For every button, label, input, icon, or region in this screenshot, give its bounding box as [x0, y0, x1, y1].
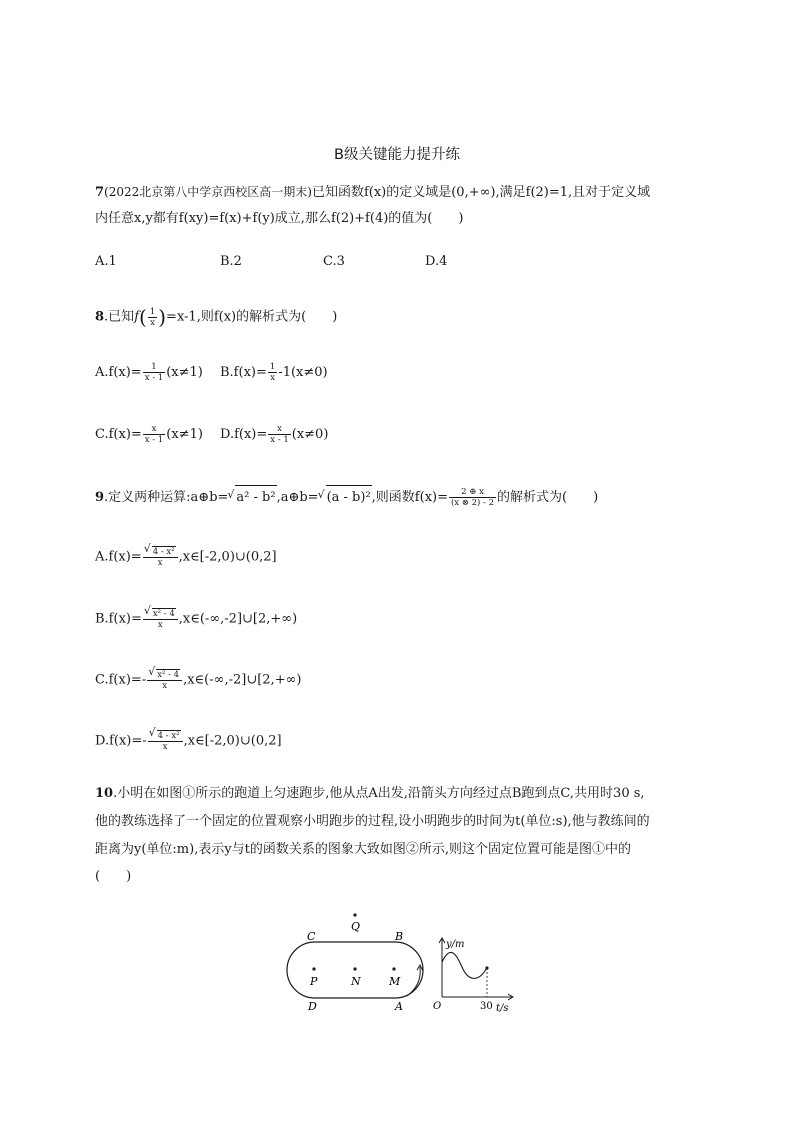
q8-option-d — [220, 424, 328, 445]
q7-option-c: C.3 — [323, 254, 345, 269]
q8-stem-fraction — [148, 307, 157, 328]
q9-option-b — [95, 608, 297, 630]
q8-a-post: (x≠1) — [166, 365, 203, 380]
q9-stem-c: ,则函数f(x)= — [371, 490, 448, 505]
label-b: B — [395, 930, 404, 943]
q9-d-num: 4 - x² — [157, 731, 180, 741]
q9-sqrt-1 — [229, 485, 276, 510]
q10-stem-line4: ( ) — [95, 869, 132, 884]
point-p-dot — [312, 967, 315, 970]
q9-a-pre: A.f(x)= — [95, 549, 142, 565]
q8-frac-num: 1 — [149, 306, 156, 317]
q8-b-num: 1 — [269, 362, 276, 372]
q9-sqrt-2 — [320, 485, 372, 510]
label-c: C — [307, 930, 316, 943]
q10-line1 — [95, 786, 645, 802]
graph-xlabel: t/s — [496, 1003, 509, 1014]
label-p: P — [310, 975, 318, 988]
q9-option-c — [95, 669, 302, 691]
q7-line1 — [95, 184, 650, 201]
q8-option-c — [95, 424, 203, 445]
graph-ylabel: y/m — [446, 939, 465, 950]
label-n: N — [351, 975, 361, 988]
q9-b-post: ,x∈(-∞,-2]∪[2,+∞) — [178, 611, 298, 627]
q9-frac-num: 2 ⊕ x — [449, 487, 496, 498]
q9-rad1: a² - b² — [235, 485, 276, 510]
q8-stem-prefix: .已知 — [104, 309, 135, 325]
q9-stem-a: .定义两种运算:a⊕b= — [104, 490, 229, 505]
q9-b-den: x — [157, 620, 163, 630]
q7-option-b: B.2 — [220, 254, 242, 269]
q8-number: 8 — [95, 309, 105, 325]
q9-d-pre: D.f(x)=- — [95, 733, 147, 749]
label-d: D — [308, 1000, 317, 1013]
q7-stem-line2: 内任意x,y都有f(xy)=f(x)+f(y)成立,那么f(2)+f(4)的值为( ) — [95, 211, 464, 226]
q8-stem-f: f — [134, 309, 139, 325]
q7-stem-line1: 已知函数f(x)的定义域是(0,+∞),满足f(2)=1,且对于定义域 — [311, 185, 651, 200]
q9-d-post: ,x∈[-2,0)∪(0,2] — [183, 733, 282, 749]
q9-d-den: x — [162, 742, 168, 752]
q9-option-a — [95, 546, 277, 568]
q8-d-pre: D.f(x)= — [220, 427, 268, 442]
label-a: A — [395, 1000, 403, 1013]
q8-c-post: (x≠1) — [166, 427, 203, 442]
q8-option-a — [95, 362, 203, 383]
q8-frac-den: x — [150, 317, 155, 328]
point-n-dot — [353, 967, 356, 970]
q10-stem-line2: 他的教练选择了一个固定的位置观察小明跑步的过程,设小明跑步的时间为t(单位:s),他与教练间的 — [95, 814, 650, 829]
q8-d-den: x - 1 — [270, 435, 289, 445]
q9-rad2: (a - b)² — [326, 485, 372, 510]
q8-a-num: 1 — [143, 362, 165, 373]
q8-b-pre: B.f(x)= — [220, 365, 267, 380]
q9-c-num: x² - 4 — [157, 670, 180, 680]
q9-c-den: x — [162, 681, 168, 691]
q9-b-pre: B.f(x)= — [95, 611, 142, 627]
q9-number: 9 — [95, 490, 105, 505]
q9-b-num: x² - 4 — [152, 609, 175, 619]
q9-stem-b: ,a⊕b= — [276, 490, 319, 505]
label-m: M — [389, 975, 401, 988]
q8-a-den: x - 1 — [144, 373, 164, 383]
q8-c-pre: C.f(x)= — [95, 427, 142, 442]
q9-a-den: x — [157, 558, 163, 568]
q7-number: 7 — [95, 185, 105, 200]
q8-stem-suffix: =x-1,则f(x)的解析式为( ) — [166, 309, 338, 325]
q9-a-post: ,x∈[-2,0)∪(0,2] — [178, 549, 277, 565]
q9-c-post: ,x∈(-∞,-2]∪[2,+∞) — [183, 672, 302, 688]
q8-stem: 8.已知f( $\frac{1}{x}$ )=x-1,则f(x)的解析式为( ) — [95, 305, 338, 329]
q8-a-pre: A.f(x)= — [95, 365, 142, 380]
q9-frac-den: (x ⊗ 2) - 2 — [450, 498, 495, 508]
q7-option-a: A.1 — [95, 254, 117, 269]
q9-c-pre: C.f(x)=- — [95, 672, 147, 688]
q9-a-num: 4 - x² — [152, 547, 175, 557]
q10-stem-line1: .小明在如图①所示的跑道上匀速跑步,他从点A出发,沿箭头方向经过点B跑到点C,共用时30 s, — [113, 786, 645, 801]
label-q: Q — [351, 920, 361, 933]
q7-option-d: D.4 — [425, 254, 448, 269]
q8-c-den: x - 1 — [144, 435, 164, 445]
point-q-dot — [353, 913, 356, 916]
q8-option-b — [220, 362, 328, 383]
q10-figure — [270, 905, 520, 1020]
q8-d-post: (x≠0) — [291, 427, 329, 442]
q9-stem-d: 的解析式为( ) — [497, 490, 599, 505]
q8-c-num: x — [143, 424, 165, 435]
q7-source: (2022北京第八中学京西校区高一期末) — [104, 185, 312, 199]
q10-stem-line3: 距离为y(单位:m),表示y与t的函数关系的图象大致如图②所示,则这个固定位置可能是图①中的 — [95, 842, 632, 857]
q9-option-d — [95, 730, 282, 752]
q8-b-den: x — [270, 373, 275, 383]
q8-b-post: -1(x≠0) — [278, 365, 328, 380]
graph-curve — [442, 952, 487, 978]
section-title: B级关键能力提升练 — [334, 147, 460, 163]
q9-stem — [95, 485, 598, 510]
q10-number: 10 — [95, 786, 114, 801]
graph-tick-30: 30 — [480, 1001, 493, 1012]
q8-d-num: x — [268, 424, 290, 435]
graph-origin: O — [433, 1001, 442, 1012]
point-m-dot — [392, 967, 395, 970]
